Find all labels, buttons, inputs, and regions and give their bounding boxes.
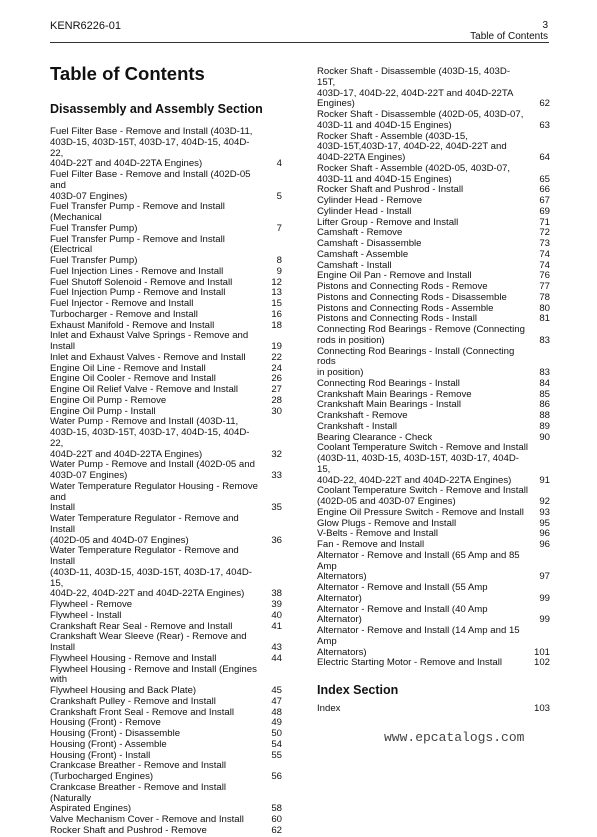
toc-entry-page: 85 <box>539 388 550 400</box>
toc-entry-text: Fuel Transfer Pump - Remove and Install (Mechanical Fuel Transfer Pump) <box>50 201 225 234</box>
page-number: 3 <box>542 20 548 31</box>
toc-entry-text: Connecting Rod Bearings - Remove (Connecting rods in position) <box>317 324 525 346</box>
section-heading-index: Index Section <box>317 683 399 697</box>
toc-entry-text: Exhaust Manifold - Remove and Install <box>50 319 215 331</box>
page-header <box>470 20 548 42</box>
toc-entry-text: Pistons and Connecting Rods - Remove <box>317 281 488 292</box>
toc-entry-page: 58 <box>271 803 282 815</box>
toc-entry-page: 81 <box>539 313 550 325</box>
toc-entry-page: 62 <box>539 98 550 110</box>
toc-entry-page: 35 <box>271 502 282 514</box>
toc-entry-page: 83 <box>539 334 550 346</box>
toc-entry-page: 72 <box>539 227 550 239</box>
toc-entry-text: Fuel Shutoff Solenoid - Remove and Install <box>50 276 233 288</box>
toc-entry-page: 7 <box>276 222 282 234</box>
toc-entry-page: 101 <box>533 646 550 658</box>
toc-entry-page: 8 <box>276 255 282 266</box>
toc-entry-text: Coolant Temperature Switch - Remove and Install (402D-05 and 403D-07 Engines) <box>317 485 528 507</box>
toc-entry-page: 49 <box>271 717 282 729</box>
toc-entry-text: Engine Oil Pump - Install <box>50 405 156 417</box>
toc-entry-text: Alternator - Remove and Install (65 Amp and 85 Amp Alternators) <box>317 549 520 583</box>
toc-entry-page: 80 <box>539 302 550 314</box>
toc-entry-text: Crankshaft Wear Sleeve (Rear) - Remove and Install <box>50 631 247 653</box>
toc-entry[interactable] <box>50 353 282 364</box>
toc-entry[interactable] <box>317 626 550 658</box>
toc-entry[interactable] <box>50 460 282 482</box>
toc-entry-page: 41 <box>271 620 282 632</box>
watermark: www.epcatalogs.com <box>384 730 525 745</box>
toc-entry[interactable] <box>50 482 282 514</box>
toc-entry[interactable] <box>317 325 550 347</box>
toc-entry-text: Water Temperature Regulator Housing - Remove and Install <box>50 480 258 514</box>
toc-entry-text: Cylinder Head - Install <box>317 205 412 217</box>
toc-entry-text: Fuel Filter Base - Remove and Install (403D-11, 403D-15, 403D-15T, 403D-17, 404D-15, 404D-22, 404D-22T and 404D-22TA Engines) <box>50 126 253 170</box>
toc-entry[interactable] <box>317 67 550 110</box>
toc-entry[interactable] <box>50 310 282 321</box>
toc-entry-text: Crankshaft Main Bearings - Remove <box>317 388 472 400</box>
toc-entry-page: 92 <box>539 496 550 507</box>
toc-entry-text: Fan - Remove and Install <box>317 539 425 550</box>
toc-entry-text: Alternator - Remove and Install (55 Amp Alternator) <box>317 582 488 604</box>
toc-entry-text: Camshaft - Remove <box>317 227 403 239</box>
toc-entry-text: Rocker Shaft and Pushrod - Install <box>317 184 464 196</box>
toc-entry-text: Inlet and Exhaust Valve Springs - Remove and Install <box>50 330 249 352</box>
toc-entry-page: 99 <box>539 592 550 604</box>
toc-entry-text: Engine Oil Cooler - Remove and Install <box>50 373 216 385</box>
toc-entry-text: Housing (Front) - Install <box>50 749 151 761</box>
toc-entry-text: Crankshaft Front Seal - Remove and Install <box>50 706 234 718</box>
toc-entry-text: Rocker Shaft - Disassemble (402D-05, 403D-07, 403D-11 and 404D-15 Engines) <box>317 109 524 131</box>
toc-entry[interactable] <box>317 443 550 486</box>
toc-entry-page: 9 <box>276 265 282 277</box>
toc-entry-page: 48 <box>271 706 282 718</box>
toc-entry-text: Turbocharger - Remove and Install <box>50 308 198 320</box>
toc-entry[interactable] <box>50 611 282 622</box>
header-rule <box>50 42 549 43</box>
toc-entry-text: Pistons and Connecting Rods - Disassemble <box>317 291 507 303</box>
toc-entry-page: 47 <box>271 695 282 707</box>
toc-entry-page: 60 <box>271 814 282 825</box>
toc-entry-page: 97 <box>539 571 550 583</box>
toc-entry[interactable] <box>317 486 550 508</box>
toc-entry-page: 33 <box>271 470 282 481</box>
toc-entry-page: 90 <box>539 431 550 443</box>
toc-entry-page: 40 <box>271 609 282 621</box>
toc-entry-page: 66 <box>539 184 550 196</box>
toc-entry-page: 18 <box>271 319 282 331</box>
toc-entry-page: 27 <box>271 384 282 395</box>
toc-entry-text: Rocker Shaft and Pushrod - Remove <box>50 824 207 836</box>
toc-entry-text: Connecting Rod Bearings - Install <box>317 377 460 389</box>
toc-entry[interactable] <box>50 396 282 407</box>
toc-entry-page: 28 <box>271 394 282 406</box>
toc-entry-text: Electric Starting Motor - Remove and Install <box>317 657 503 669</box>
toc-entry-text: V-Belts - Remove and Install <box>317 528 439 540</box>
toc-entry-page: 45 <box>271 685 282 696</box>
toc-entry-text: Lifter Group - Remove and Install <box>317 216 459 228</box>
toc-entry[interactable] <box>50 331 282 353</box>
toc-entry[interactable] <box>50 267 282 278</box>
toc-entry[interactable] <box>50 815 282 826</box>
toc-entry-page: 99 <box>539 614 550 626</box>
toc-entry-page: 55 <box>271 749 282 761</box>
toc-entry-page: 56 <box>271 771 282 782</box>
toc-entry-text: Fuel Injector - Remove and Install <box>50 298 194 309</box>
toc-entry-index[interactable] <box>317 704 550 715</box>
toc-entry-page: 44 <box>271 652 282 664</box>
toc-entry-text: Rocker Shaft - Disassemble (403D-15, 403D-15T, 403D-17, 404D-22, 404D-22T and 404D-22TA Engines) <box>317 66 514 110</box>
toc-entry[interactable] <box>50 170 282 202</box>
toc-entry-page: 15 <box>271 298 282 309</box>
toc-entry[interactable] <box>317 293 550 304</box>
toc-entry-page: 30 <box>271 405 282 417</box>
toc-entry[interactable] <box>50 127 282 170</box>
toc-entry-text: Alternator - Remove and Install (14 Amp and 15 Amp Alternators) <box>317 625 520 658</box>
toc-entry-text: Engine Oil Relief Valve - Remove and Install <box>50 384 239 395</box>
toc-entry-text: Inlet and Exhaust Valves - Remove and Install <box>50 351 246 363</box>
toc-entry[interactable] <box>317 605 550 627</box>
toc-entry-page: 12 <box>271 276 282 288</box>
toc-entry-text: Engine Oil Pump - Remove <box>50 394 167 406</box>
toc-entry[interactable] <box>50 202 282 234</box>
toc-entry-page: 86 <box>539 399 550 411</box>
toc-column-left <box>50 127 282 837</box>
toc-entry-text: Fuel Injection Lines - Remove and Install <box>50 265 224 277</box>
toc-entry-page: 50 <box>271 728 282 739</box>
toc-entry-text: Camshaft - Assemble <box>317 248 409 260</box>
toc-entry-page: 19 <box>271 341 282 352</box>
toc-entry-text: Glow Plugs - Remove and Install <box>317 517 457 529</box>
toc-entry-text: Coolant Temperature Switch - Remove and Install (403D-11, 403D-15, 403D-15T, 403D-17, 404D-15, 404D-22, 404D-22T and 404D-22TA Engines) <box>317 442 528 486</box>
toc-entry[interactable] <box>50 514 282 546</box>
toc-entry[interactable] <box>50 665 282 697</box>
document-id: KENR6226-01 <box>50 20 121 32</box>
toc-entry-page: 95 <box>539 517 550 529</box>
toc-entry-page: 54 <box>271 738 282 750</box>
toc-entry-page: 43 <box>271 642 282 653</box>
toc-entry-text: Bearing Clearance - Check <box>317 431 433 443</box>
toc-entry-text: Housing (Front) - Assemble <box>50 738 167 750</box>
toc-entry-page: 77 <box>539 281 550 292</box>
toc-entry-text: Crankcase Breather - Remove and Install (Naturally Aspirated Engines) <box>50 781 226 815</box>
toc-column-right <box>317 67 550 715</box>
toc-entry-page: 76 <box>539 270 550 282</box>
toc-entry[interactable] <box>317 207 550 218</box>
toc-entry-text: Flywheel - Remove <box>50 599 133 610</box>
toc-entry-page: 102 <box>533 657 550 669</box>
toc-entry-page: 5 <box>276 190 282 202</box>
toc-entry[interactable] <box>317 347 550 379</box>
toc-entry-page: 88 <box>539 410 550 421</box>
toc-entry-page: 16 <box>271 308 282 320</box>
toc-entry[interactable] <box>317 583 550 605</box>
toc-entry[interactable] <box>50 826 282 837</box>
toc-entry-page: 65 <box>539 173 550 185</box>
toc-entry[interactable] <box>50 751 282 762</box>
toc-entry[interactable] <box>317 551 550 583</box>
toc-entry-page: 64 <box>539 152 550 163</box>
toc-entry-page: 78 <box>539 291 550 303</box>
toc-list-right <box>317 67 550 669</box>
toc-entry-text: Camshaft - Install <box>317 259 392 271</box>
toc-entry[interactable] <box>50 632 282 654</box>
toc-entry[interactable] <box>317 110 550 132</box>
toc-entry-page: 32 <box>271 448 282 460</box>
toc-entry-text: Housing (Front) - Disassemble <box>50 728 181 739</box>
toc-entry-page: 4 <box>276 158 282 170</box>
toc-entry[interactable] <box>317 508 550 519</box>
toc-entry-page: 62 <box>271 824 282 836</box>
toc-entry[interactable] <box>50 417 282 460</box>
toc-entry-text: Fuel Filter Base - Remove and Install (402D-05 and 403D-07 Engines) <box>50 169 251 202</box>
toc-entry[interactable] <box>317 132 550 164</box>
toc-entry-text: Rocker Shaft - Assemble (403D-15, 403D-15T,403D-17, 404D-22, 404D-22T and 404D-22TA Engines) <box>317 130 507 163</box>
toc-entry-page: 63 <box>539 119 550 131</box>
page-title: Table of Contents <box>50 63 205 84</box>
toc-entry[interactable] <box>50 783 282 815</box>
toc-entry-text: Crankshaft - Remove <box>317 410 408 421</box>
toc-entry-page: 69 <box>539 205 550 217</box>
toc-entry[interactable] <box>50 654 282 665</box>
toc-entry-page: 38 <box>271 588 282 600</box>
toc-entry-text: Pistons and Connecting Rods - Install <box>317 313 477 325</box>
toc-entry[interactable] <box>317 250 550 261</box>
toc-entry[interactable] <box>50 740 282 751</box>
toc-entry-text: Cylinder Head - Remove <box>317 195 423 206</box>
toc-entry-text: Water Pump - Remove and Install (403D-11, 403D-15, 403D-15T, 403D-17, 404D-15, 404D-22, 404D-22T and 404D-22TA Engines) <box>50 416 250 460</box>
toc-entry-text: Crankshaft Rear Seal - Remove and Install <box>50 620 233 632</box>
toc-entry-text: Crankshaft Main Bearings - Install <box>317 399 461 411</box>
toc-entry-text: Water Temperature Regulator - Remove and Install (402D-05 and 404D-07 Engines) <box>50 513 239 546</box>
toc-entry-page: 22 <box>271 351 282 363</box>
toc-entry-text: Fuel Transfer Pump - Remove and Install (Electrical Fuel Transfer Pump) <box>50 233 225 266</box>
toc-entry-text: Rocker Shaft - Assemble (402D-05, 403D-07, 403D-11 and 404D-15 Engines) <box>317 162 511 185</box>
toc-entry-page: 83 <box>539 367 550 378</box>
toc-entry-page: 74 <box>539 259 550 271</box>
toc-entry[interactable] <box>50 697 282 708</box>
toc-entry[interactable] <box>317 164 550 186</box>
toc-entry-text: Pistons and Connecting Rods - Assemble <box>317 302 494 314</box>
toc-entry-page: 73 <box>539 238 550 249</box>
toc-entry-page: 84 <box>539 377 550 389</box>
toc-entry[interactable] <box>50 761 282 783</box>
toc-entry-text: Flywheel Housing - Remove and Install <box>50 652 217 664</box>
toc-entry-text: Fuel Injection Pump - Remove and Install <box>50 287 226 299</box>
toc-entry-page: 93 <box>539 506 550 518</box>
toc-entry-page: 74 <box>539 248 550 260</box>
toc-entry-text: Engine Oil Line - Remove and Install <box>50 362 206 374</box>
toc-entry-page: 13 <box>271 287 282 299</box>
toc-entry-text: Housing (Front) - Remove <box>50 717 161 729</box>
toc-entry[interactable] <box>50 546 282 600</box>
running-title: Table of Contents <box>470 31 548 42</box>
toc-entry-text: Crankshaft - Install <box>317 420 397 432</box>
toc-entry-text: Flywheel Housing - Remove and Install (Engines with Flywheel Housing and Back Plate) <box>50 663 257 696</box>
toc-entry[interactable] <box>317 658 550 669</box>
toc-entry-page: 36 <box>271 534 282 546</box>
toc-entry-text: Camshaft - Disassemble <box>317 238 422 249</box>
toc-entry-text: Connecting Rod Bearings - Install (Connecting rods in position) <box>317 345 515 378</box>
toc-entry[interactable] <box>317 422 550 433</box>
toc-entry-text: Flywheel - Install <box>50 609 122 621</box>
toc-entry-page: 103 <box>533 702 550 714</box>
toc-entry-text: Alternator - Remove and Install (40 Amp Alternator) <box>317 603 488 626</box>
toc-entry-text: Engine Oil Pan - Remove and Install <box>317 270 472 282</box>
toc-entry-page: 91 <box>539 474 550 486</box>
toc-entry-page: 67 <box>539 195 550 206</box>
toc-entry-text: Engine Oil Pressure Switch - Remove and Install <box>317 506 524 518</box>
section-heading-disassembly: Disassembly and Assembly Section <box>50 102 263 116</box>
toc-entry-page: 39 <box>271 599 282 610</box>
toc-entry[interactable] <box>50 235 282 267</box>
toc-entry-text: Valve Mechanism Cover - Remove and Install <box>50 814 244 825</box>
toc-entry-page: 96 <box>539 539 550 550</box>
toc-entry-page: 71 <box>539 216 550 228</box>
toc-entry-page: 24 <box>271 362 282 374</box>
toc-entry-text: Index <box>317 702 341 714</box>
toc-entry-text: Water Temperature Regulator - Remove and Install (403D-11, 403D-15, 403D-15T, 403D-17, 404D-15, 404D-22, 404D-22T and 404D-22TA Engines) <box>50 545 252 600</box>
toc-entry[interactable] <box>317 379 550 390</box>
toc-entry-text: Water Pump - Remove and Install (402D-05 and 403D-07 Engines) <box>50 459 255 481</box>
toc-entry-page: 96 <box>539 528 550 540</box>
toc-entry-page: 26 <box>271 373 282 385</box>
toc-entry-page: 89 <box>539 420 550 432</box>
toc-entry-text: Crankcase Breather - Remove and Install (Turbocharged Engines) <box>50 760 226 782</box>
toc-entry-text: Crankshaft Pulley - Remove and Install <box>50 695 216 707</box>
